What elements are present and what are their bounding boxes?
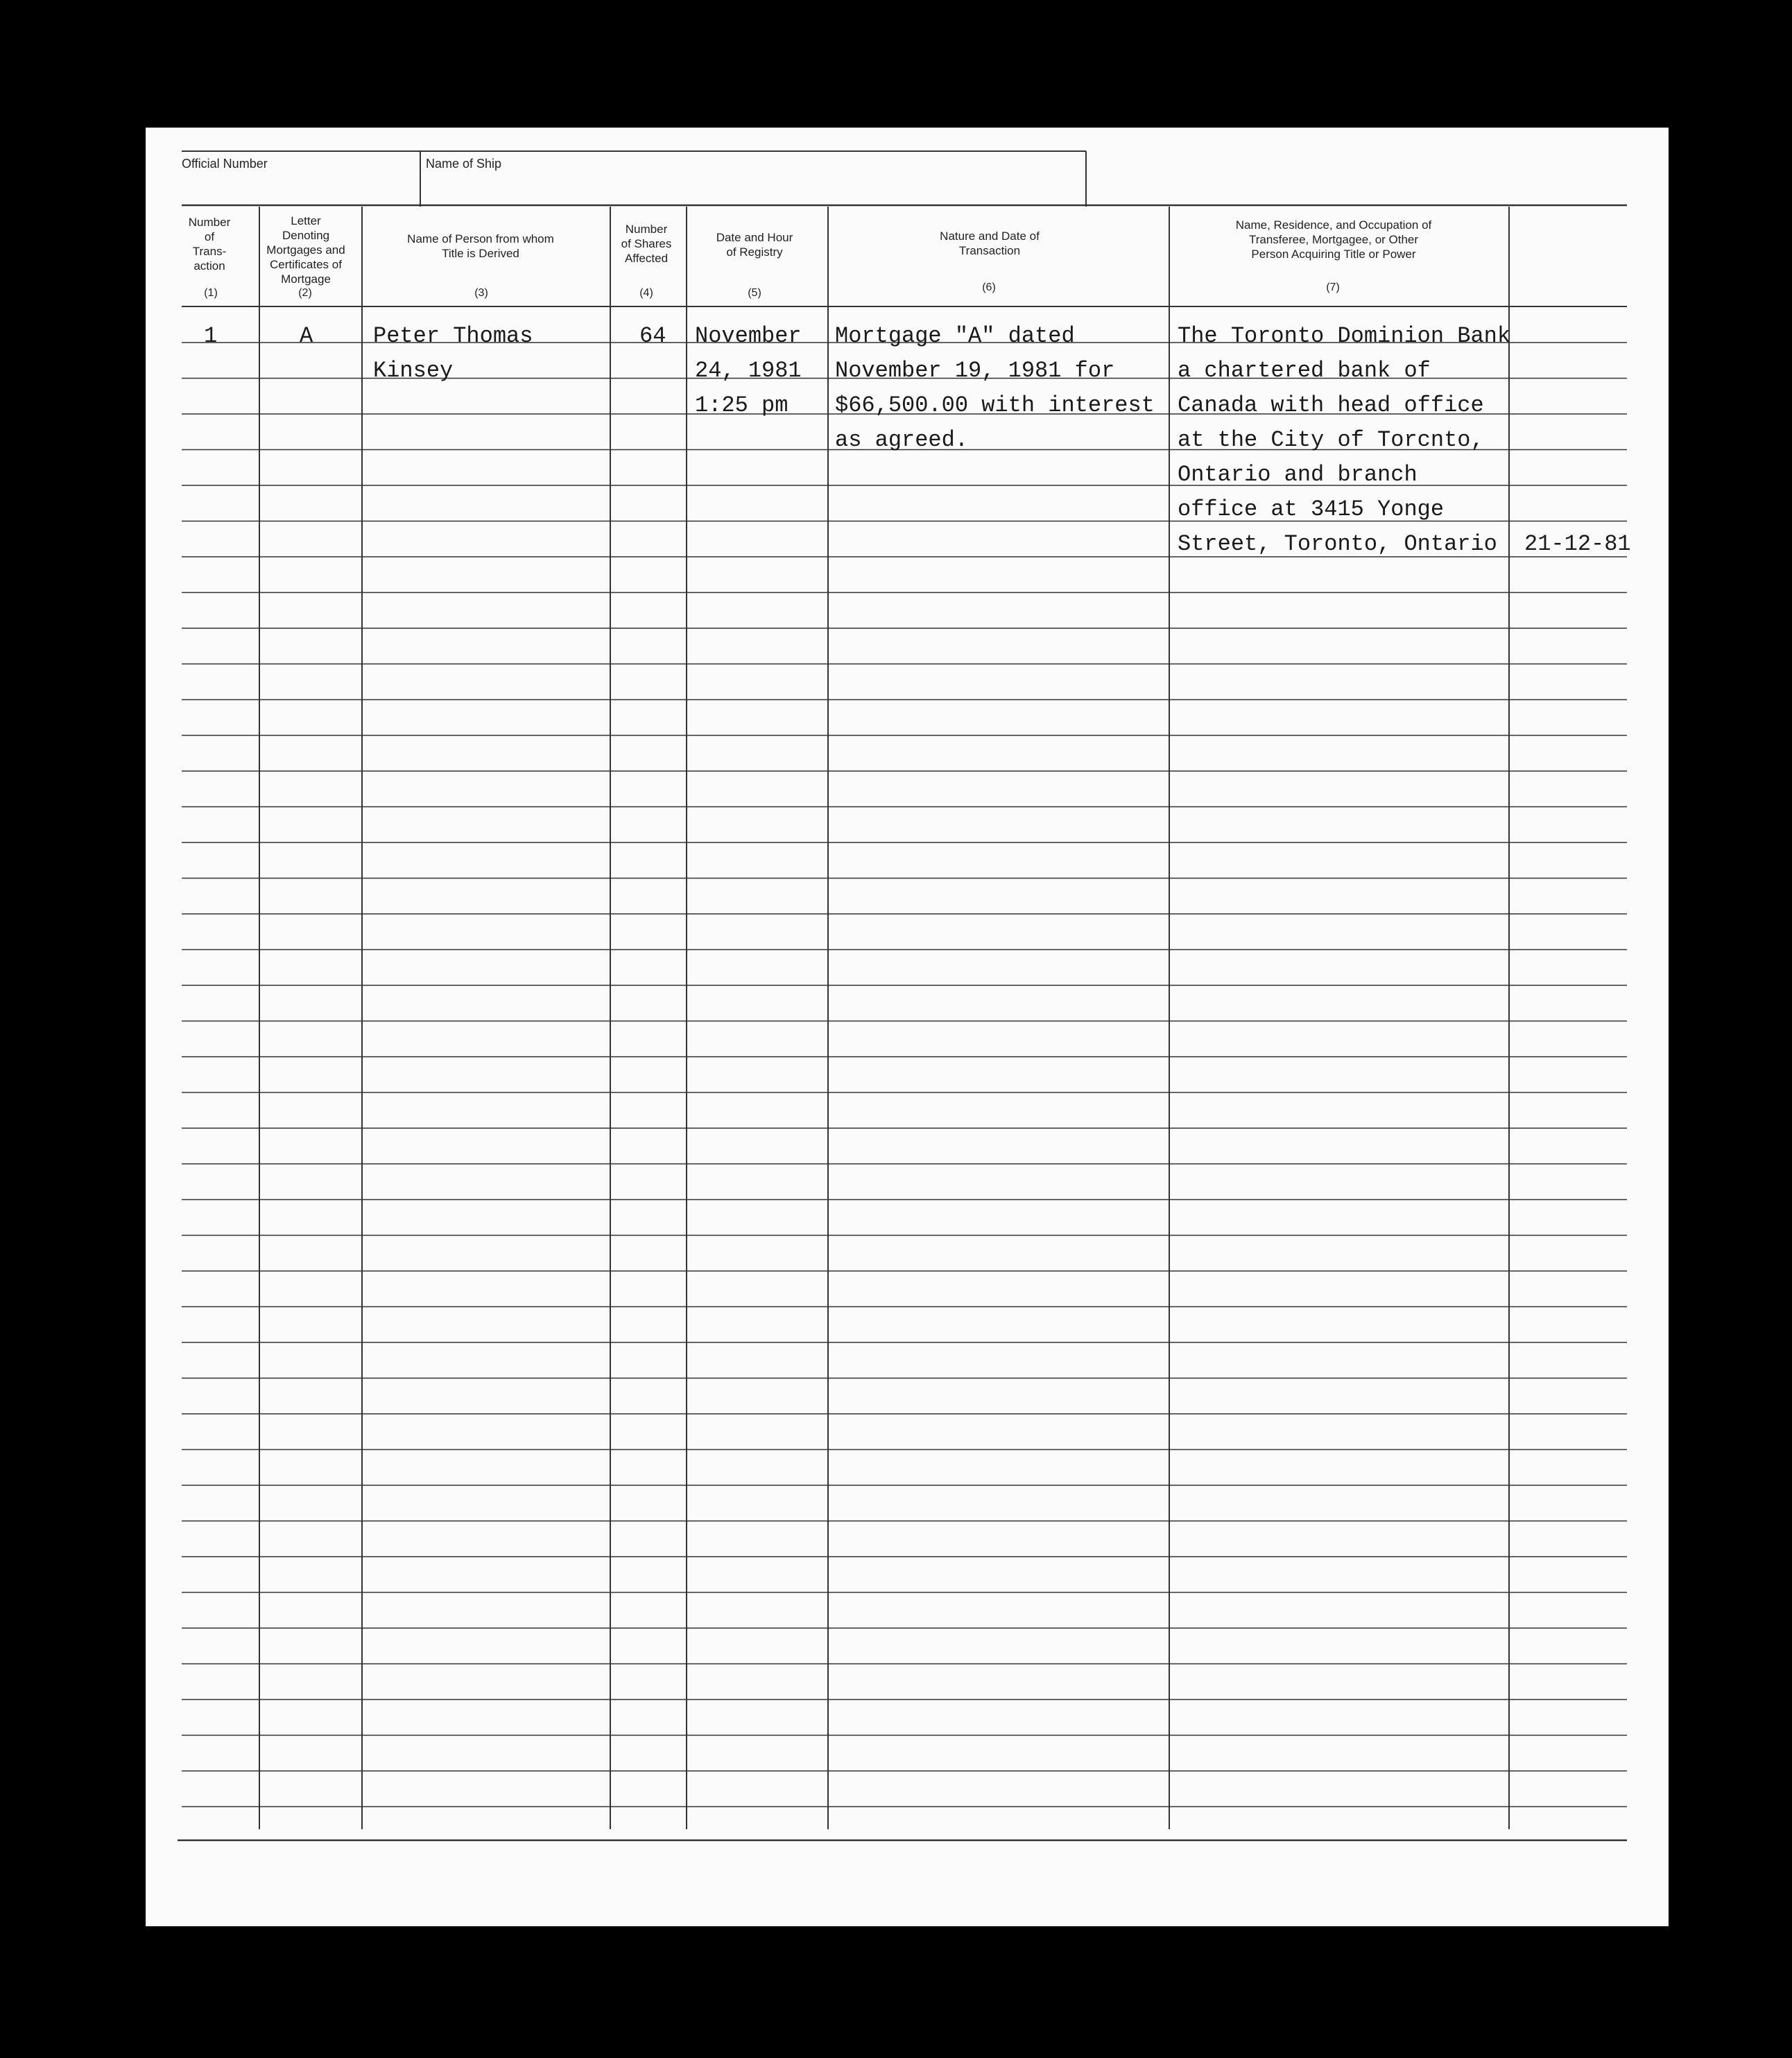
column-number-5: (5) xyxy=(748,287,761,299)
from-person: Peter Thomas Kinsey xyxy=(373,323,533,383)
column-header-2 xyxy=(257,214,355,286)
entry-date: 21-12-81 xyxy=(1524,531,1631,557)
column-header-5-text: Date and Hour of Registry xyxy=(716,231,793,259)
column-header-7-text: Name, Residence, and Occupation of Transferee, Mortgagee, or Other Person Acquiring Title or Power xyxy=(1235,218,1432,261)
register-page xyxy=(146,128,1669,1926)
column-number-7: (7) xyxy=(1326,282,1340,293)
mortgage-letter: A xyxy=(300,323,313,349)
column-number-6: (6) xyxy=(982,282,996,293)
transaction-nature: Mortgage "A" dated November 19, 1981 for $66,500.00 with interest as agreed. xyxy=(835,323,1155,453)
transferee-details: The Toronto Dominion Bank a chartered bank of Canada with head office at the City of Torcnto, Ontario and branch office at 3415 Yonge Street, Toronto, Ontario xyxy=(1178,323,1511,557)
shares-affected: 64 xyxy=(639,323,666,349)
registry-date-hour: November 24, 1981 1:25 pm xyxy=(695,323,802,418)
column-header-7 xyxy=(1171,218,1497,261)
column-number-4: (4) xyxy=(639,287,653,299)
column-header-4 xyxy=(610,222,682,266)
column-header-6-text: Nature and Date of Transaction xyxy=(940,230,1040,257)
official-number-label: Official Number xyxy=(182,157,268,171)
column-number-1: (1) xyxy=(204,287,218,299)
column-header-5 xyxy=(691,230,818,259)
column-header-3-text: Name of Person from whom Title is Derived xyxy=(407,232,554,260)
name-of-ship-label: Name of Ship xyxy=(426,157,502,171)
column-header-1 xyxy=(173,215,245,273)
column-header-1-text: Number of Trans- action xyxy=(188,216,231,273)
transaction-number: 1 xyxy=(204,323,218,349)
column-header-6 xyxy=(832,229,1147,258)
column-number-3: (3) xyxy=(474,287,488,299)
column-number-2: (2) xyxy=(298,287,312,299)
column-header-2-text: Letter Denoting Mortgages and Certificates of Mortgage xyxy=(266,214,345,286)
column-header-4-text: Number of Shares Affected xyxy=(621,223,672,265)
column-header-3 xyxy=(361,232,601,261)
